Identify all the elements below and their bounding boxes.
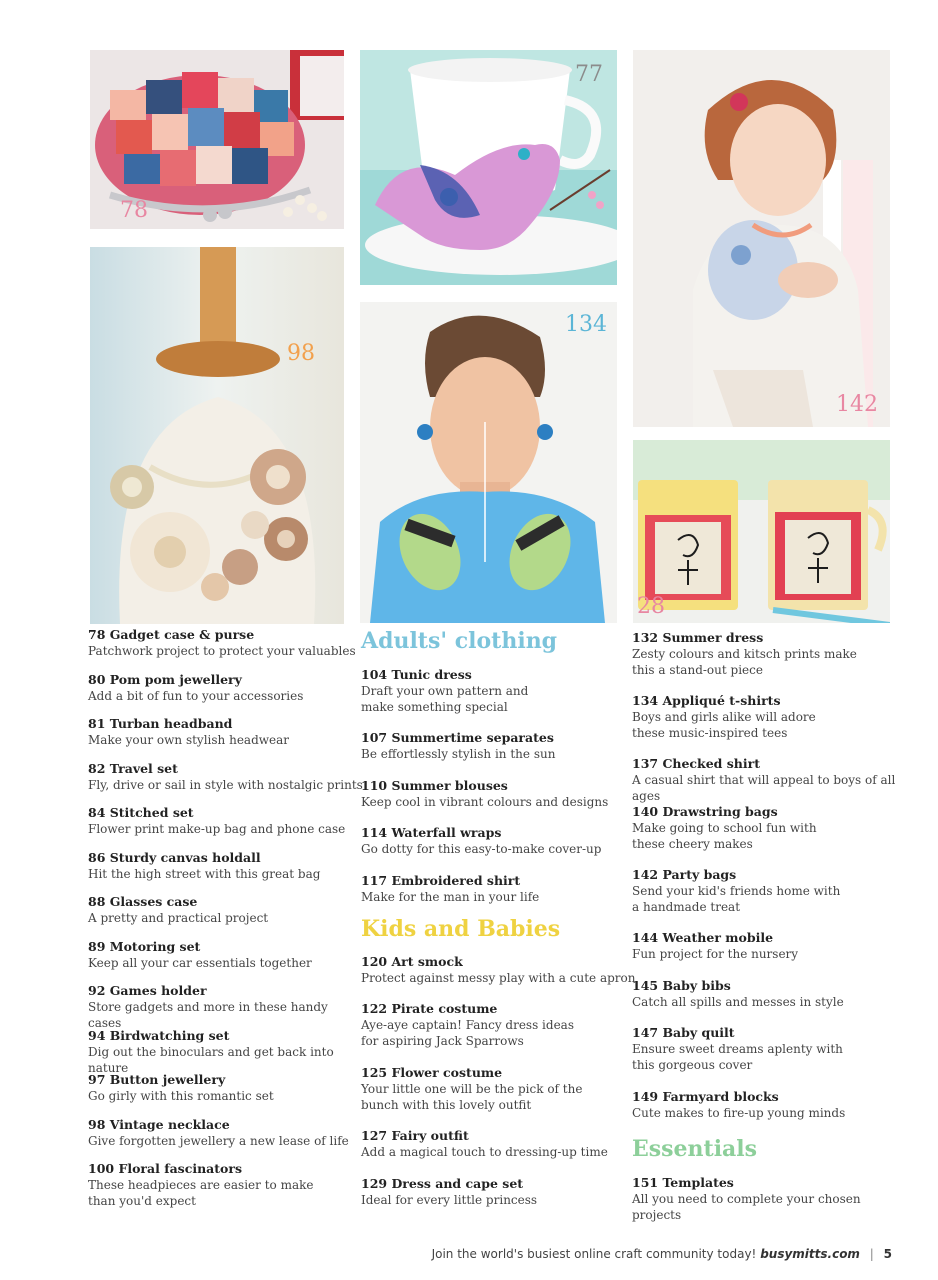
entry-description: A pretty and practical project	[88, 911, 269, 925]
contents-entry[interactable]	[632, 1175, 907, 1223]
entry-title: 140 Drawstring bags	[632, 804, 778, 819]
contents-entry[interactable]	[361, 1128, 636, 1160]
entry-title: 98 Vintage necklace	[88, 1116, 230, 1132]
entry-title: 84 Stitched set	[88, 805, 194, 820]
entry-description: Aye-aye captain! Fancy dress ideas for aspiring Jack Sparrows	[361, 1018, 574, 1048]
footer-tagline: Join the world's busiest online craft community today!	[431, 1247, 757, 1261]
entry-title: 81 Turban headband	[88, 716, 233, 731]
entry-title: 78 Gadget case & purse	[88, 627, 255, 642]
contents-entry[interactable]	[88, 805, 363, 837]
entry-title: 129 Dress and cape set	[361, 1176, 524, 1191]
entry-description: Your little one will be the pick of the bunch with this lovely outfit	[361, 1082, 583, 1112]
entry-description: These headpieces are easier to make than you'd expect	[88, 1178, 314, 1208]
entry-description: Hit the high street with this great bag	[88, 866, 321, 881]
entry-description: Be effortlessly stylish in the sun	[361, 747, 556, 761]
entry-title: 147 Baby quilt	[632, 1025, 735, 1040]
entry-description: Add a bit of fun to your accessories	[88, 688, 304, 703]
contents-entry[interactable]	[632, 756, 922, 804]
contents-column-3	[632, 630, 907, 1230]
entry-description: Go dotty for this easy-to-make cover-up	[361, 842, 602, 856]
entry-title: 151 Templates	[632, 1175, 734, 1190]
contents-entry[interactable]	[632, 1089, 907, 1121]
contents-entry[interactable]	[361, 873, 636, 905]
contents-entry[interactable]	[88, 939, 363, 971]
entry-description: Go girly with this romantic set	[88, 1089, 274, 1103]
entry-description: A casual shirt that will appeal to boys of all ages	[632, 773, 896, 803]
entry-title: 149 Farmyard blocks	[632, 1089, 779, 1104]
contents-entry[interactable]	[361, 825, 636, 857]
boy-photo	[360, 302, 617, 623]
entry-description: Zesty colours and kitsch prints make this a stand-out piece	[632, 647, 857, 677]
entry-title: 89 Motoring set	[88, 938, 201, 954]
entry-description: Ideal for every little princess	[361, 1193, 538, 1207]
contents-entry[interactable]	[632, 1025, 857, 1073]
entry-title: 100 Floral fascinators	[88, 1161, 242, 1176]
contents-entry[interactable]	[88, 1072, 363, 1104]
entry-title: 110 Summer blouses	[361, 778, 508, 793]
entry-description: Flower print make-up bag and phone case	[88, 822, 346, 836]
entry-title: 125 Flower costume	[361, 1065, 503, 1080]
necklace-photo	[90, 247, 344, 624]
page-number-label: 78	[120, 198, 148, 223]
entry-title: 92 Games holder	[88, 983, 207, 998]
contents-entry[interactable]	[88, 894, 363, 926]
entry-title: 104 Tunic dress	[361, 667, 472, 682]
entry-description: All you need to complete your chosen projects	[632, 1192, 861, 1222]
entry-description: Keep cool in vibrant colours and designs	[361, 795, 609, 809]
purse-photo	[90, 50, 344, 229]
page-number-label: 77	[575, 62, 603, 87]
entry-title: 88 Glasses case	[88, 894, 198, 909]
footer-separator: |	[869, 1247, 874, 1261]
contents-entry[interactable]	[632, 867, 842, 915]
entry-description: Send your kid's friends home with a handmade treat	[632, 884, 841, 914]
contents-entry[interactable]	[632, 630, 867, 678]
entry-description: Patchwork project to protect your valuables	[88, 644, 356, 658]
entry-description: Make for the man in your life	[361, 890, 540, 904]
contents-entry[interactable]	[632, 930, 907, 962]
contents-entry[interactable]	[632, 693, 832, 741]
entry-title: 82 Travel set	[88, 760, 178, 776]
entry-title: 97 Button jewellery	[88, 1072, 226, 1087]
entry-description: Catch all spills and messes in style	[632, 995, 844, 1009]
contents-entry[interactable]	[361, 730, 636, 762]
contents-entry[interactable]	[88, 983, 363, 1031]
contents-column-1	[88, 627, 363, 1227]
section-heading-essentials: Essentials	[632, 1136, 758, 1162]
contents-entry[interactable]	[361, 954, 636, 986]
entry-description: Draft your own pattern and make something special	[361, 684, 529, 714]
page-number-label: 28	[637, 594, 665, 619]
contents-entry[interactable]	[88, 1117, 363, 1149]
entry-description: Make your own stylish headwear	[88, 733, 290, 747]
entry-description: Boys and girls alike will adore these music-inspired tees	[632, 710, 816, 740]
section-heading-kids: Kids and Babies	[361, 916, 561, 942]
entry-title: 86 Sturdy canvas holdall	[88, 849, 261, 865]
page-footer	[432, 1247, 892, 1261]
entry-description: Give forgotten jewellery a new lease of life	[88, 1133, 349, 1148]
entry-title: 120 Art smock	[361, 954, 463, 969]
contents-entry[interactable]	[88, 1028, 363, 1076]
contents-entry[interactable]	[88, 761, 363, 793]
contents-entry[interactable]	[361, 1065, 606, 1113]
entry-description: Protect against messy play with a cute apron	[361, 971, 636, 985]
entry-description: Add a magical touch to dressing-up time	[361, 1145, 608, 1159]
contents-entry[interactable]	[88, 850, 363, 882]
entry-title: 107 Summertime separates	[361, 730, 554, 745]
entry-description: Cute makes to fire-up young minds	[632, 1106, 846, 1120]
contents-entry[interactable]	[632, 804, 837, 852]
contents-entry[interactable]	[88, 1161, 328, 1209]
girl-photo	[633, 50, 890, 427]
contents-entry[interactable]	[361, 1176, 636, 1208]
bird-photo	[360, 50, 617, 285]
entry-title: 137 Checked shirt	[632, 756, 760, 771]
contents-entry[interactable]	[88, 672, 363, 704]
entry-description: Ensure sweet dreams aplenty with this gorgeous cover	[632, 1042, 843, 1072]
entry-title: 94 Birdwatching set	[88, 1027, 230, 1043]
page-number-label: 98	[287, 341, 315, 366]
contents-column-2	[361, 628, 636, 1228]
footer-website-link[interactable]: busymitts.com	[760, 1247, 860, 1261]
entry-title: 145 Baby bibs	[632, 978, 731, 993]
entry-title: 144 Weather mobile	[632, 930, 774, 945]
entry-title: 134 Appliqué t-shirts	[632, 693, 781, 708]
entry-description: Make going to school fun with these cheery makes	[632, 821, 817, 851]
entry-title: 127 Fairy outfit	[361, 1128, 469, 1143]
page-number-label: 134	[565, 312, 607, 337]
contents-entry[interactable]	[361, 1001, 586, 1049]
contents-entry[interactable]	[361, 667, 561, 715]
mugs-photo	[633, 440, 890, 623]
entry-title: 117 Embroidered shirt	[361, 873, 521, 888]
contents-entry[interactable]	[361, 778, 636, 810]
page-number-label: 142	[836, 392, 878, 417]
contents-entry[interactable]	[88, 716, 363, 748]
entry-description: Fly, drive or sail in style with nostalgic prints	[88, 777, 363, 792]
section-heading-adults: Adults' clothing	[361, 628, 558, 654]
entry-description: Fun project for the nursery	[632, 947, 799, 961]
entry-description: Keep all your car essentials together	[88, 955, 312, 970]
contents-entry[interactable]	[88, 627, 363, 659]
entry-description: Dig out the binoculars and get back into nature	[88, 1044, 334, 1075]
contents-entry[interactable]	[632, 978, 907, 1010]
entry-title: 114 Waterfall wraps	[361, 825, 502, 840]
entry-title: 132 Summer dress	[632, 630, 764, 645]
entry-title: 142 Party bags	[632, 867, 737, 882]
page-number: 5	[883, 1247, 892, 1261]
entry-title: 80 Pom pom jewellery	[88, 671, 242, 687]
entry-title: 122 Pirate costume	[361, 1001, 498, 1016]
entry-description: Store gadgets and more in these handy cases	[88, 1000, 328, 1030]
